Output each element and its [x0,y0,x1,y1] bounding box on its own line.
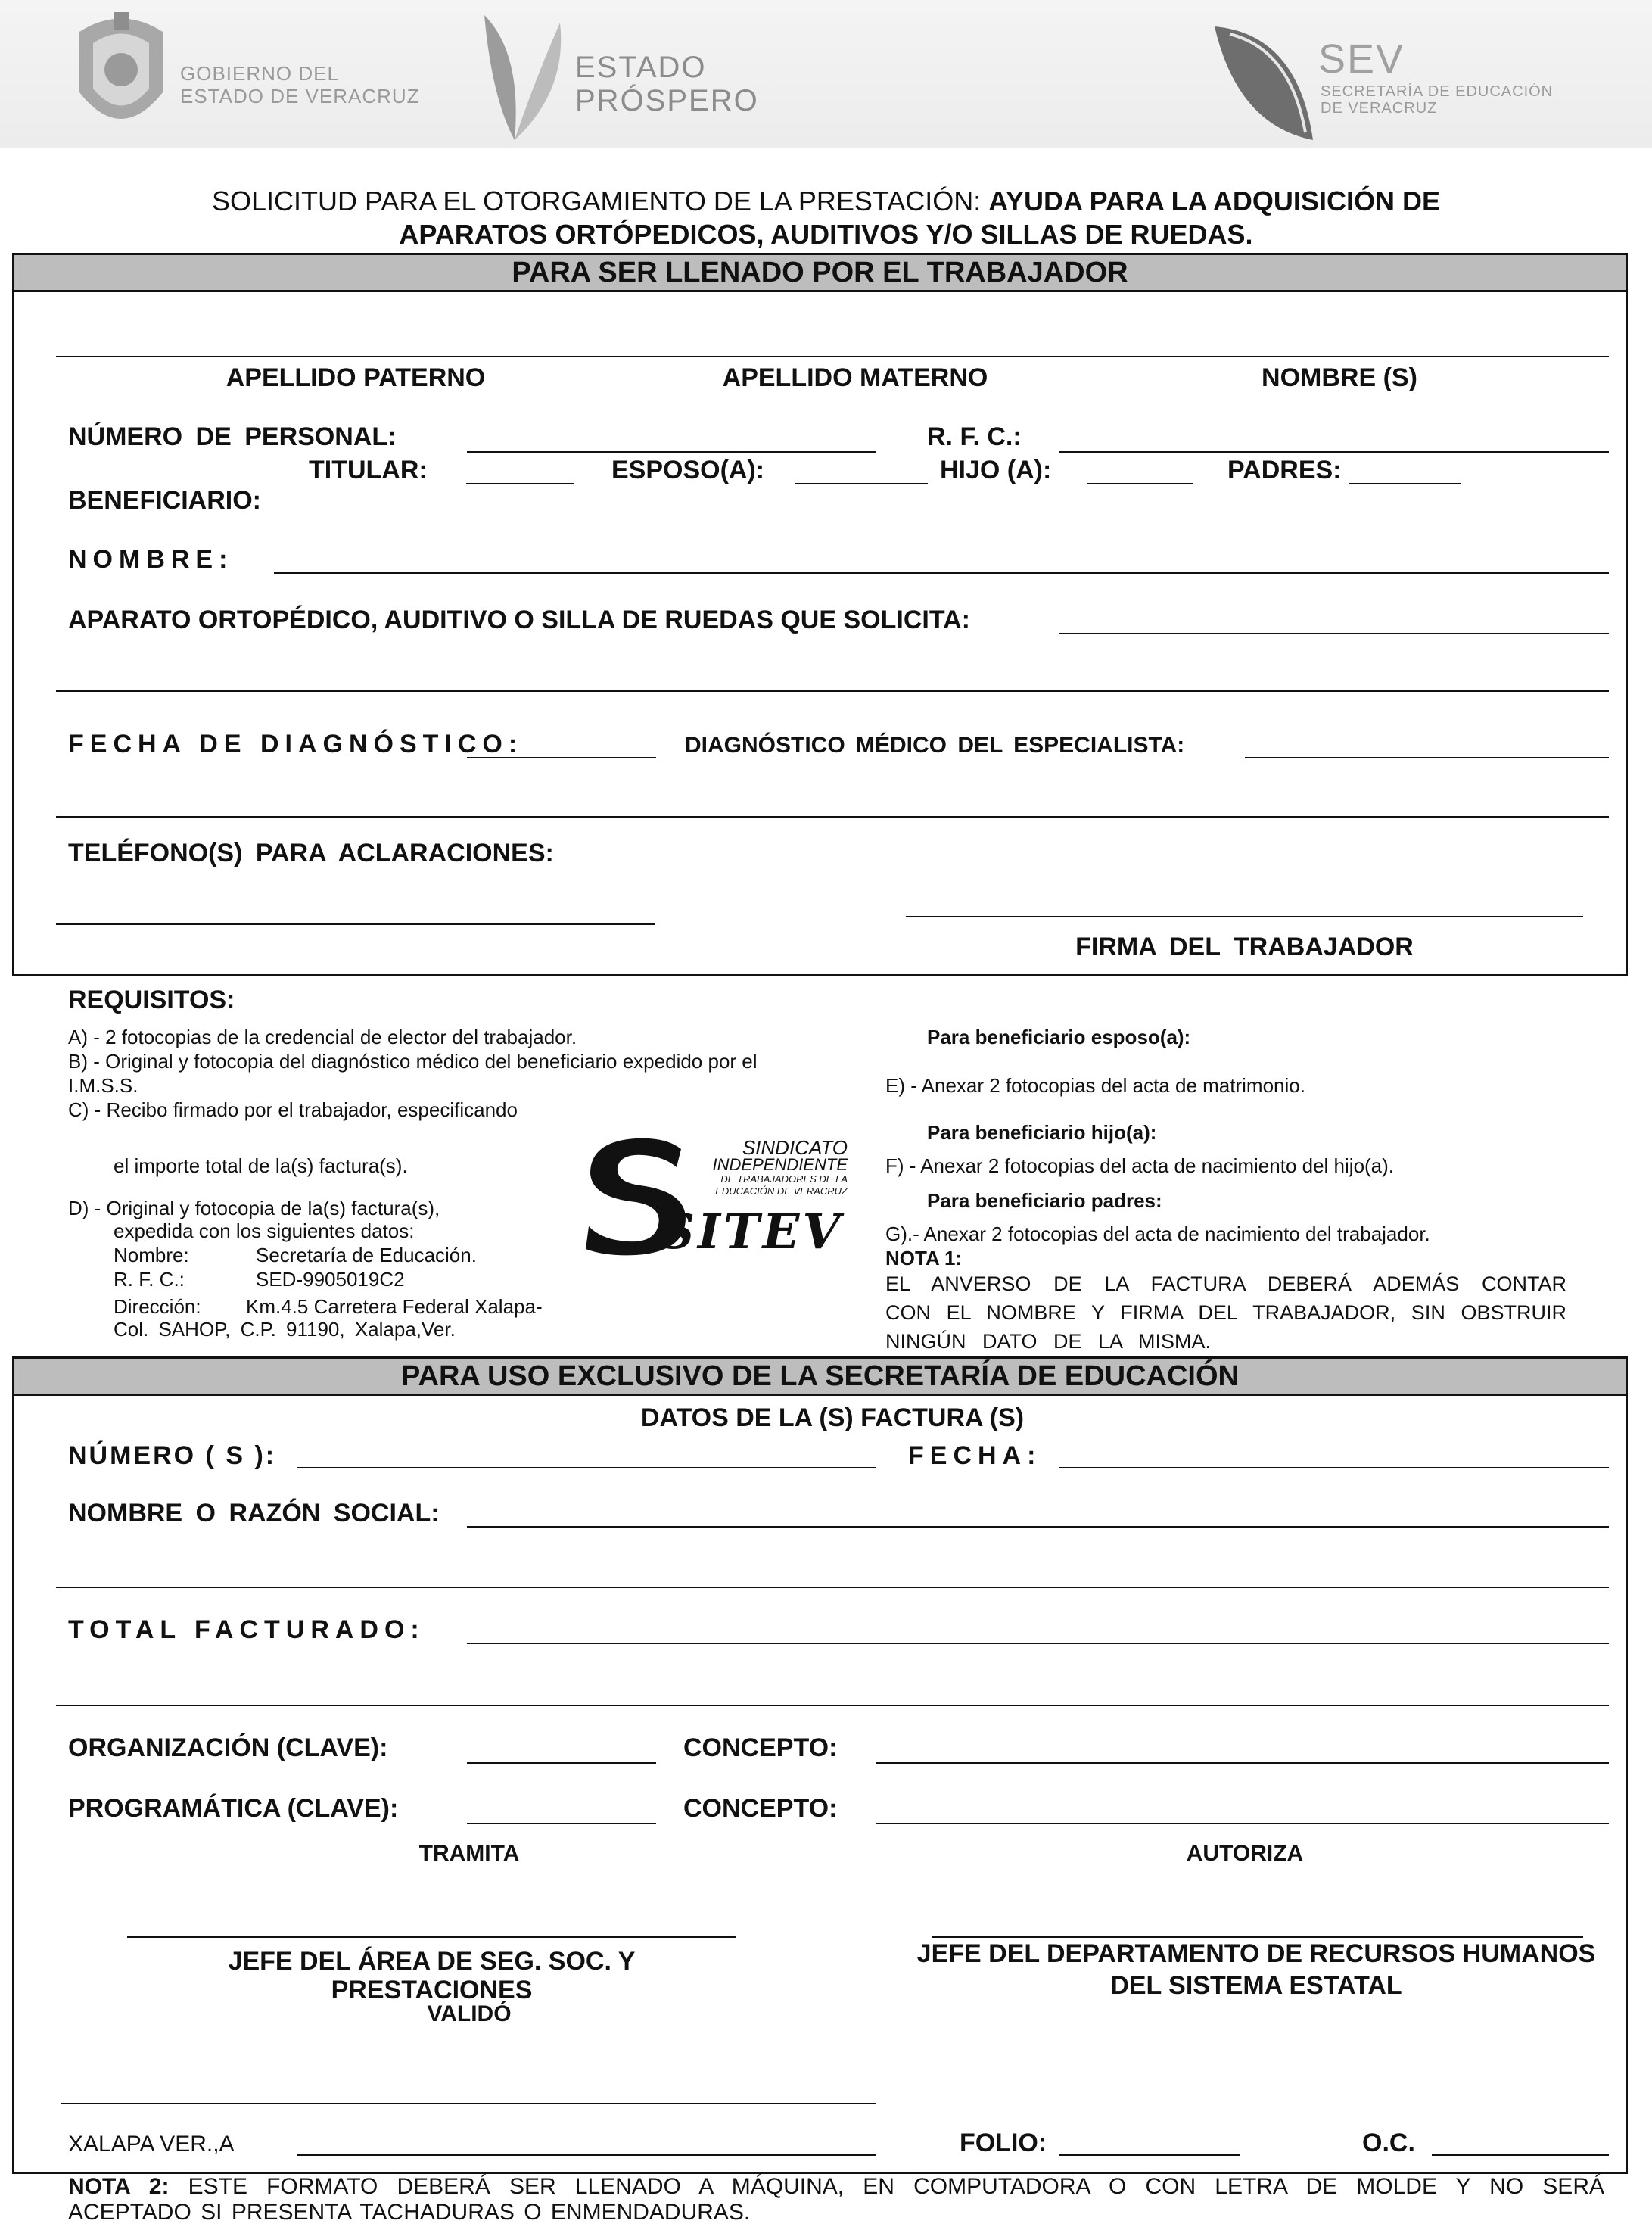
numero-factura-label: NÚMERO ( S ): [68,1441,277,1470]
form-title-bold: AYUDA PARA LA ADQUISICIÓN DE [988,185,1440,216]
beneficiario-esposo-title: Para beneficiario esposo(a): [927,1026,1191,1048]
valido-label: VALIDÓ [427,2001,512,2026]
aparato-field-line2[interactable] [56,690,1609,692]
total-facturado-field-line2[interactable] [56,1705,1609,1706]
autoriza-label: AUTORIZA [1186,1841,1304,1866]
nota2-text: ESTE FORMATO DEBERÁ SER LLENADO A MÁQUINA, EN COMPUTADORA O CON LETRA DE MOLDE Y NO SERÁ [169,2174,1604,2199]
gob-logo-line2: ESTADO DE VERACRUZ [180,85,420,107]
diagnostico-field-line2[interactable] [56,816,1609,818]
programatica-label: PROGRAMÁTICA (CLAVE): [68,1794,399,1823]
numero-factura-field[interactable] [297,1467,876,1468]
aparato-label: APARATO ORTOPÉDICO, AUDITIVO O SILLA DE RUEDAS QUE SOLICITA: [68,606,970,634]
factura-rfc-label: R. F. C.: [114,1268,185,1291]
nota1-title: NOTA 1: [885,1247,963,1269]
requisito-a: A) - 2 fotocopias de la credencial de elector del trabajador. [68,1026,577,1048]
sitev-line4: EDUCACIÓN DE VERACRUZ [715,1185,848,1197]
diagnostico-medico-label: DIAGNÓSTICO MÉDICO DEL ESPECIALISTA: [685,733,1185,758]
padres-label: PADRES: [1227,456,1342,484]
datos-factura-label: DATOS DE LA (S) FACTURA (S) [640,1403,1025,1432]
requisito-b-line1: B) - Original y fotocopia del diagnóstico médico del beneficiario expedido por el [68,1050,758,1073]
factura-rfc-value: SED-9905019C2 [256,1268,405,1291]
xalapa-label: XALAPA VER.,A [68,2132,235,2157]
concepto-field-1[interactable] [876,1762,1609,1764]
requisito-e: E) - Anexar 2 fotocopias del acta de matrimonio. [885,1074,1305,1097]
requisito-d-line2: expedida con los siguientes datos: [114,1219,415,1242]
xalapa-fecha-field[interactable] [297,2154,876,2156]
rfc-field[interactable] [1059,451,1609,453]
requisito-d-line1: D) - Original y fotocopia de la(s) factura(s), [68,1197,440,1219]
telefonos-label: TELÉFONO(S) PARA ACLARACIONES: [68,839,554,867]
nota2-line1 [68,2174,1604,2200]
office-section-header: PARA USO EXCLUSIVO DE LA SECRETARÍA DE EDUCACIÓN [14,1359,1626,1396]
form-title-line1 [0,186,1652,216]
folio-field[interactable] [1059,2154,1240,2156]
oc-field[interactable] [1432,2154,1609,2156]
nota1-line3: NINGÚN DATO DE LA MISMA. [885,1330,1212,1353]
requisito-g: G).- Anexar 2 fotocopias del acta de nacimiento del trabajador. [885,1222,1430,1245]
nombres-label: NOMBRE (S) [1262,363,1417,392]
nombre-razon-label: NOMBRE O RAZÓN SOCIAL: [68,1499,440,1528]
fecha-diagnostico-field[interactable] [467,757,656,758]
organizacion-field[interactable] [467,1762,656,1764]
fecha-factura-field[interactable] [1059,1467,1609,1468]
firma-trabajador-line[interactable] [906,916,1583,917]
hijo-label: HIJO (A): [940,456,1052,484]
esposo-field[interactable] [795,483,928,484]
nombre-razon-field[interactable] [467,1526,1609,1528]
form-title-line2: APARATOS ORTÓPEDICOS, AUDITIVOS Y/O SILLAS DE RUEDAS. [399,219,1253,250]
nombre-razon-field-line2[interactable] [56,1587,1609,1588]
sitev-logo [583,1135,848,1260]
sitev-line2: INDEPENDIENTE [712,1155,848,1174]
organizacion-label: ORGANIZACIÓN (CLAVE): [68,1733,388,1762]
sev-leaf-icon [1207,19,1321,148]
rfc-label: R. F. C.: [927,422,1022,451]
tramita-label: TRAMITA [418,1841,520,1866]
programatica-field[interactable] [467,1823,656,1824]
beneficiario-hijo-title: Para beneficiario hijo(a): [927,1121,1157,1144]
sitev-line3: DE TRABAJADORES DE LA [720,1173,848,1185]
diagnostico-medico-field[interactable] [1245,757,1609,758]
sev-logo-line2: DE VERACRUZ [1321,100,1438,117]
sitev-line1: SINDICATO [742,1136,848,1159]
factura-direccion-label: Dirección: [114,1295,201,1318]
veracruz-coat-of-arms-icon [64,9,178,142]
nota2-line2: ACEPTADO SI PRESENTA TACHADURAS O ENMENDADURAS. [68,2200,751,2225]
sev-logo-line1: SECRETARÍA DE EDUCACIÓN [1321,83,1554,100]
esposo-label: ESPOSO(A): [611,456,765,484]
apellido-paterno-label: APELLIDO PATERNO [226,363,486,392]
requisito-f: F) - Anexar 2 fotocopias del acta de nacimiento del hijo(a). [885,1154,1395,1177]
telefonos-field[interactable] [56,923,655,925]
firma-jefe-area-line[interactable] [127,1936,736,1938]
factura-nombre-value: Secretaría de Educación. [256,1244,477,1266]
firma-jefe-depto-line[interactable] [932,1936,1583,1938]
nota1-line2: CON EL NOMBRE Y FIRMA DEL TRABAJADOR, SIN OBSTRUIR [885,1301,1566,1324]
concepto-field-2[interactable] [876,1823,1609,1824]
apellido-materno-label: APELLIDO MATERNO [722,363,988,392]
numero-personal-field[interactable] [467,451,876,453]
gob-logo-line1: GOBIERNO DEL [180,62,339,85]
padres-field[interactable] [1349,483,1461,484]
jefe-area-label: JEFE DEL ÁREA DE SEG. SOC. Y PRESTACIONES [228,1947,636,2004]
nota1-line1: EL ANVERSO DE LA FACTURA DEBERÁ ADEMÁS CONTAR [885,1272,1566,1295]
nota2-title: NOTA 2: [68,2174,170,2199]
full-name-line[interactable] [56,356,1609,357]
beneficiario-padres-title: Para beneficiario padres: [927,1189,1162,1212]
factura-direccion-line2: Col. SAHOP, C.P. 91190, Xalapa,Ver. [114,1318,456,1341]
factura-nombre-label: Nombre: [114,1244,189,1266]
logo-header [0,0,1652,148]
requisito-c-line2: el importe total de la(s) factura(s). [114,1154,408,1177]
estado-logo-line2: PRÓSPERO [575,84,759,117]
titular-label: TITULAR: [309,456,428,484]
concepto-label-1: CONCEPTO: [683,1733,838,1762]
oc-label: O.C. [1362,2129,1415,2157]
sitev-brand: SITEV [659,1204,843,1260]
estado-logo-line1: ESTADO [575,51,707,84]
hijo-field[interactable] [1087,483,1193,484]
worker-section-header: PARA SER LLENADO POR EL TRABAJADOR [14,255,1626,292]
concepto-label-2: CONCEPTO: [683,1794,838,1823]
firma-trabajador-label: FIRMA DEL TRABAJADOR [1075,933,1414,961]
total-facturado-label: TOTAL FACTURADO: [68,1615,425,1644]
jefe-depto-line2: DEL SISTEMA ESTATAL [1110,1971,1402,2000]
estado-prospero-flame-icon [469,8,575,144]
nombre-label: NOMBRE: [68,545,234,574]
fecha-factura-label: FECHA: [908,1441,1042,1470]
requisitos-title: REQUISITOS: [68,986,235,1014]
fecha-diagnostico-label: FECHA DE DIAGNÓSTICO: [68,730,524,758]
total-facturado-field[interactable] [467,1643,1609,1644]
factura-direccion-value: Km.4.5 Carretera Federal Xalapa- [246,1295,543,1318]
requisito-b-line2: I.M.S.S. [68,1074,138,1097]
form-title-normal: SOLICITUD PARA EL OTORGAMIENTO DE LA PRESTACIÓN: [212,185,989,216]
beneficiario-label: BENEFICIARIO: [68,486,261,515]
office-section [12,1356,1628,2174]
numero-personal-label: NÚMERO DE PERSONAL: [68,422,397,451]
folio-label: FOLIO: [960,2129,1047,2157]
aparato-field[interactable] [1059,633,1609,634]
nombre-beneficiario-field[interactable] [274,572,1609,574]
requisito-c-line1: C) - Recibo firmado por el trabajador, especificando [68,1098,518,1121]
jefe-depto-line1: JEFE DEL DEPARTAMENTO DE RECURSOS HUMANOS [916,1939,1596,1968]
titular-field[interactable] [466,483,574,484]
firma-valido-line[interactable] [61,2103,876,2104]
sev-logo-big: SEV [1318,36,1405,82]
